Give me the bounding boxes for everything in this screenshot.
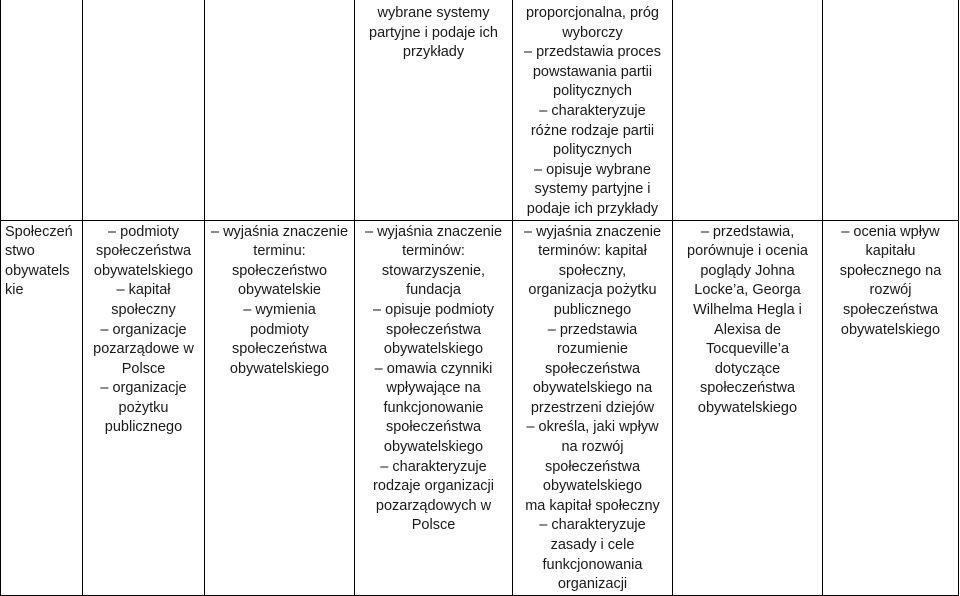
cell-level-1 (205, 220, 355, 595)
cell-level-5 (823, 220, 959, 595)
cell-text: – wyjaśnia znaczenie terminu: społeczeństwo obywatelskie – wymienia podmioty społeczeństwa obywatelskiego (210, 223, 349, 377)
cell-text: Społeczeń stwo obywatels kie (5, 223, 73, 299)
cell-level-1-prev (205, 0, 355, 220)
cell-text: proporcjonalna, próg wyborczy – przedstawia proces powstawania partii politycznych – charakteryzuje różne rodzaje partii politycznych – opisuje wybrane systemy partyjne i podaje ich przykłady (523, 5, 661, 217)
cell-text: – przedstawia, porównuje i ocenia poglądy Johna Locke’a, Georga Wilhelma Hegla i Alexisa de Tocqueville’a dotyczące społeczeństwa obywatelskiego (687, 223, 808, 416)
cell-level-4-prev (673, 0, 823, 220)
cell-text: – ocenia wpływ kapitału społecznego na rozwój społeczeństwa obywatelskiego (839, 223, 942, 338)
cell-level-5-prev (823, 0, 959, 220)
cell-text: – wyjaśnia znaczenie terminów: kapitał społeczny, organizacja pożytku publicznego – przedstawia rozumienie społeczeństwa obywatelskiego na przestrzeni dziejów – określa, jaki wpływ na rozwój społeczeństwa obywatelskiego ma kapitał społeczny – charakteryzuje zasady i cele funkcjonowania organizacji (523, 223, 662, 593)
cell-level-3-prev (513, 0, 673, 220)
cell-text: – podmioty społeczeństwa obywatelskiego – kapitał społeczny – organizacje pozarządowe w Polsce – organizacje pożytku publicznego (93, 223, 194, 436)
table-row-civil-society (1, 220, 959, 595)
cell-level-4 (673, 220, 823, 595)
cell-topic-prev (1, 0, 83, 220)
cell-level-2 (355, 220, 513, 595)
cell-content (83, 220, 205, 595)
cell-level-2-prev (355, 0, 513, 220)
cell-content-prev (83, 0, 205, 220)
table-row-previous-topic (1, 0, 959, 220)
cell-level-3 (513, 220, 673, 595)
cell-topic (1, 220, 83, 595)
cell-text: wybrane systemy partyjne i podaje ich przykłady (369, 5, 498, 61)
cell-text: – wyjaśnia znaczenie terminów: stowarzyszenie, fundacja – opisuje podmioty społeczeństwa obywatelskiego – omawia czynniki wpływające na funkcjonowanie społeczeństwa obywatelskiego – charakteryzuje rodzaje organizacji pozarządowych w Polsce (364, 223, 503, 534)
